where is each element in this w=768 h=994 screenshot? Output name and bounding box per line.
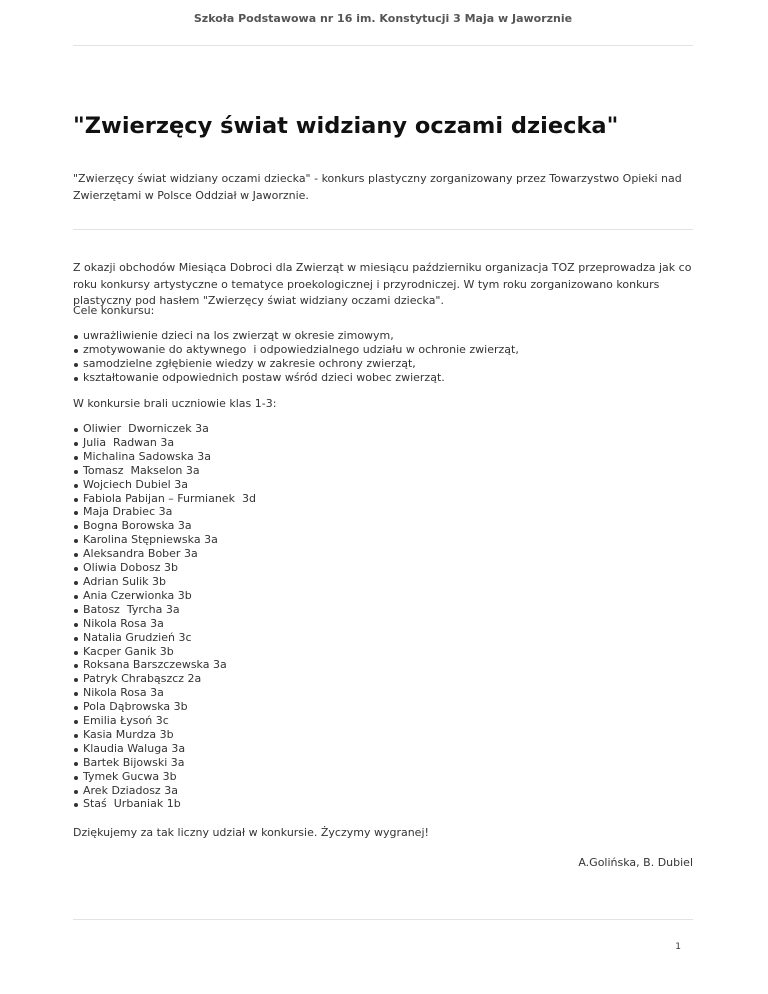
article-intro: Z okazji obchodów Miesiąca Dobroci dla Zwierząt w miesiącu październiku organizacja TOZ przeprowadza jak co roku konkursy artystyczne o tematyce proekologicznej i przyrodniczej. W tym roku zorganizowano konkurs plastyczny pod hasłem "Zwierzęcy świat widziany oczami dziecka".	[73, 261, 692, 307]
participant-item: Ania Czerwionka 3b	[73, 589, 256, 603]
participant-item: Batosz Tyrcha 3a	[73, 603, 256, 617]
site-header-title: Szkoła Podstawowa nr 16 im. Konstytucji 3 Maja w Jaworznie	[193, 12, 573, 25]
lead-divider	[73, 229, 693, 230]
participant-item: Kasia Murdza 3b	[73, 728, 256, 742]
footer-divider	[73, 919, 693, 920]
participant-item: Klaudia Waluga 3a	[73, 742, 256, 756]
participant-item: Karolina Stępniewska 3a	[73, 533, 256, 547]
article-lead: "Zwierzęcy świat widziany oczami dziecka" - konkurs plastyczny zorganizowany przez Towarzystwo Opieki nad Zwierzętami w Polsce Oddział w Jaworznie.	[73, 172, 682, 202]
participant-item: Michalina Sadowska 3a	[73, 450, 256, 464]
participant-item: Maja Drabiec 3a	[73, 505, 256, 519]
participant-item: Kacper Ganik 3b	[73, 645, 256, 659]
participant-item: Pola Dąbrowska 3b	[73, 700, 256, 714]
participant-item: Nikola Rosa 3a	[73, 686, 256, 700]
participant-item: Fabiola Pabijan – Furmianek 3d	[73, 492, 256, 506]
participants-heading: W konkursie brali uczniowie klas 1-3:	[73, 397, 277, 410]
participant-item: Nikola Rosa 3a	[73, 617, 256, 631]
author-signature: A.Golińska, B. Dubiel	[578, 856, 693, 869]
participant-item: Julia Radwan 3a	[73, 436, 256, 450]
goal-item: uwrażliwienie dzieci na los zwierząt w okresie zimowym,	[73, 329, 519, 343]
participant-item: Patryk Chrabąszcz 2a	[73, 672, 256, 686]
participant-item: Natalia Grudzień 3c	[73, 631, 256, 645]
closing-text: Dziękujemy za tak liczny udział w konkursie. Życzymy wygranej!	[73, 826, 429, 839]
goal-item: kształtowanie odpowiednich postaw wśród dzieci wobec zwierząt.	[73, 371, 519, 385]
page-title: "Zwierzęcy świat widziany oczami dziecka"	[73, 113, 619, 139]
participant-item: Oliwia Dobosz 3b	[73, 561, 256, 575]
participant-item: Tymek Gucwa 3b	[73, 770, 256, 784]
goals-list	[73, 329, 519, 385]
participant-item: Oliwier Dworniczek 3a	[73, 422, 256, 436]
participant-item: Adrian Sulik 3b	[73, 575, 256, 589]
participant-item: Aleksandra Bober 3a	[73, 547, 256, 561]
goal-item: samodzielne zgłębienie wiedzy w zakresie ochrony zwierząt,	[73, 357, 519, 371]
participants-list	[73, 422, 256, 811]
participant-item: Bogna Borowska 3a	[73, 519, 256, 533]
goal-item: zmotywowanie do aktywnego i odpowiedzialnego udziału w ochronie zwierząt,	[73, 343, 519, 357]
participant-item: Roksana Barszczewska 3a	[73, 658, 256, 672]
participant-item: Tomasz Makselon 3a	[73, 464, 256, 478]
page-number: 1	[675, 942, 681, 952]
participant-item: Wojciech Dubiel 3a	[73, 478, 256, 492]
header-divider	[73, 45, 693, 46]
participant-item: Bartek Bijowski 3a	[73, 756, 256, 770]
participant-item: Staś Urbaniak 1b	[73, 797, 256, 811]
goals-heading: Cele konkursu:	[73, 304, 155, 317]
participant-item: Arek Dziadosz 3a	[73, 784, 256, 798]
participant-item: Emilia Łysoń 3c	[73, 714, 256, 728]
